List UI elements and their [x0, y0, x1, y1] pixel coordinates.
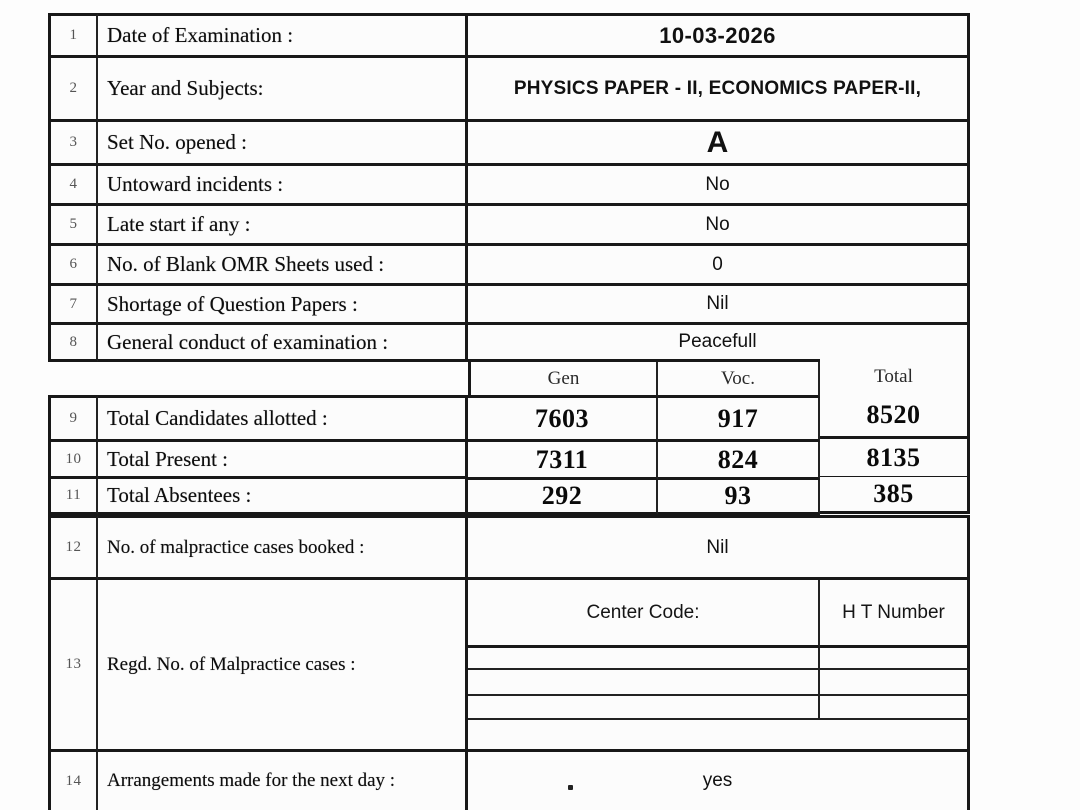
malpractice-ht-number-header: H T Number [820, 580, 970, 648]
row-serial-11: 11 [48, 479, 98, 515]
row-serial-7: 7 [48, 286, 98, 325]
malpractice-entry-3-ht-number[interactable] [820, 696, 970, 720]
row-11-total: 385 [820, 477, 970, 514]
row-label-8: General conduct of examination : [98, 325, 468, 362]
row-value-set-no-opened: A [468, 122, 970, 166]
row-label-7: Shortage of Question Papers : [98, 286, 468, 325]
row-value-malpractice-booked: Nil [468, 515, 970, 580]
row-label-13: Regd. No. of Malpractice cases : [98, 580, 468, 752]
malpractice-center-code-header: Center Code: [468, 580, 820, 648]
row-value-blank-omr-sheets: 0 [468, 246, 970, 286]
row-value-shortage-question-papers: Nil [468, 286, 970, 325]
row-serial-1: 1 [48, 13, 98, 58]
row-serial-9: 9 [48, 395, 98, 442]
row-value-untoward-incidents: No [468, 166, 970, 206]
malpractice-entry-4-center-code[interactable] [468, 720, 970, 752]
malpractice-entry-2-ht-number[interactable] [820, 670, 970, 696]
row-label-12: No. of malpractice cases booked : [98, 515, 468, 580]
row-serial-5: 5 [48, 206, 98, 246]
row-label-11: Total Absentees : [98, 479, 468, 515]
row-label-3: Set No. opened : [98, 122, 468, 166]
row-value-general-conduct: Peacefull [468, 325, 970, 362]
row-serial-4: 4 [48, 166, 98, 206]
row-label-10: Total Present : [98, 442, 468, 479]
malpractice-entry-1-ht-number[interactable] [820, 648, 970, 670]
row-serial-2: 2 [48, 58, 98, 122]
row-serial-6: 6 [48, 246, 98, 286]
row-serial-8: 8 [48, 325, 98, 362]
row-value-date-of-examination: 10-03-2026 [468, 13, 970, 58]
row-value-arrangements-next-day: yes [468, 752, 970, 810]
row-label-14: Arrangements made for the next day : [98, 752, 468, 810]
stats-header-total: Total [820, 358, 970, 398]
row-label-5: Late start if any : [98, 206, 468, 246]
stats-header-gen: Gen [468, 362, 658, 398]
row-9-total: 8520 [820, 394, 970, 439]
row-label-4: Untoward incidents : [98, 166, 468, 206]
row-value-late-start: No [468, 206, 970, 246]
row-serial-12: 12 [48, 515, 98, 580]
row-11-voc: 93 [658, 480, 820, 515]
row-serial-13: 13 [48, 580, 98, 752]
malpractice-entry-2-center-code[interactable] [468, 670, 820, 696]
row-label-1: Date of Examination : [98, 13, 468, 58]
stats-header-voc: Voc. [658, 362, 820, 398]
row-9-gen: 7603 [468, 398, 658, 442]
row-label-2: Year and Subjects: [98, 58, 468, 122]
row-value-year-and-subjects: PHYSICS PAPER - II, ECONOMICS PAPER-II, [468, 58, 970, 122]
row-9-voc: 917 [658, 398, 820, 442]
row-11-gen: 292 [468, 480, 658, 515]
row-10-gen: 7311 [468, 442, 658, 480]
malpractice-entry-3-center-code[interactable] [468, 696, 820, 720]
row-label-6: No. of Blank OMR Sheets used : [98, 246, 468, 286]
row-serial-10: 10 [48, 442, 98, 479]
row-10-voc: 824 [658, 442, 820, 480]
row-label-9: Total Candidates allotted : [98, 395, 468, 442]
row-serial-14: 14 [48, 752, 98, 810]
row-serial-3: 3 [48, 122, 98, 166]
malpractice-entry-1-center-code[interactable] [468, 648, 820, 670]
stray-ink-dot [568, 785, 573, 790]
row-10-total: 8135 [820, 439, 970, 479]
